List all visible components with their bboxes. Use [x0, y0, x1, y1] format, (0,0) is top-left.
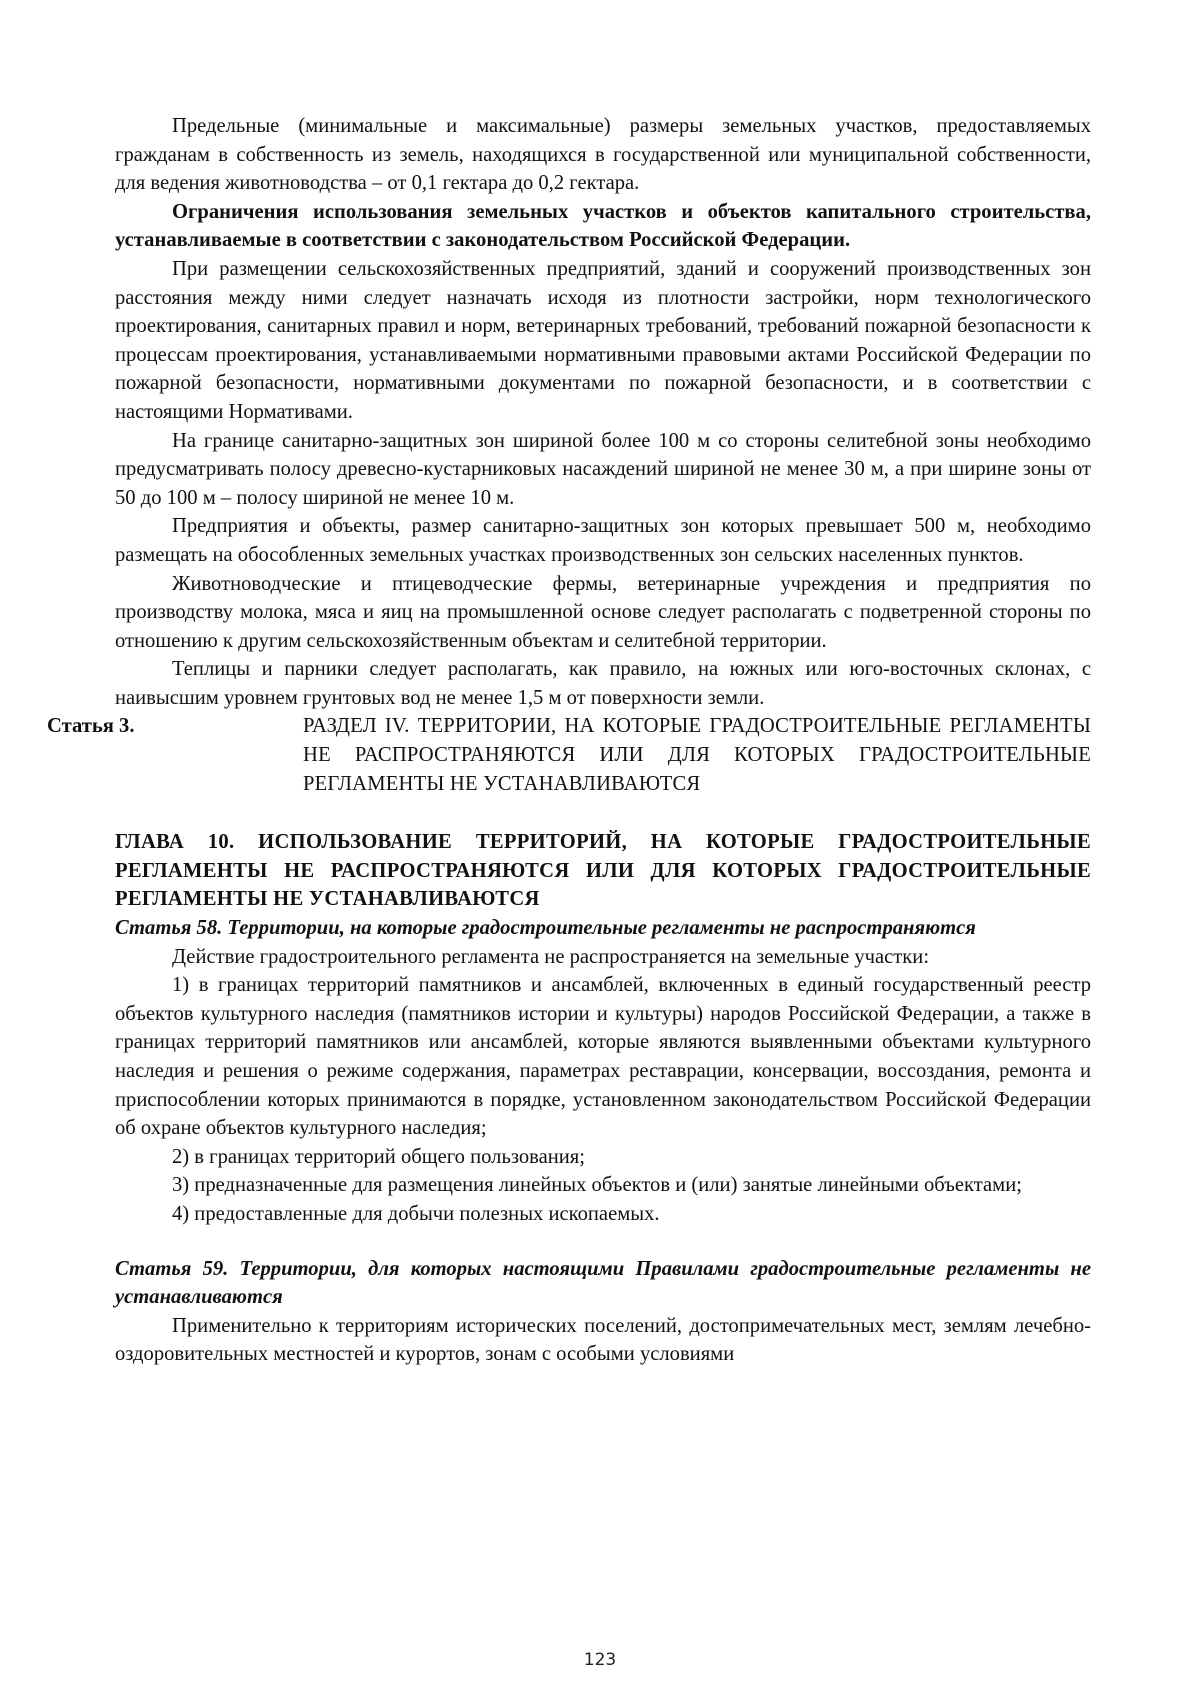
article-3-title: РАЗДЕЛ IV. ТЕРРИТОРИИ, НА КОТОРЫЕ ГРАДОСТРОИТЕЛЬНЫЕ РЕГЛАМЕНТЫ НЕ РАСПРОСТРАНЯЮТСЯ ИЛИ ДЛЯ КОТОРЫХ ГРАДОСТРОИТЕЛЬНЫЕ РЕГЛАМЕНТЫ НЕ УСТАНАВЛИВАЮТСЯ — [303, 715, 1091, 795]
article-58-intro: Действие градостроительного регламента не распространяется на земельные участки: — [172, 945, 930, 968]
article-58-item-3: 3) предназначенные для размещения линейных объектов и (или) занятые линейными объектами; — [172, 1174, 1022, 1197]
article-3-block — [47, 712, 1091, 798]
article-58-item-4: 4) предоставленные для добычи полезных ископаемых. — [172, 1202, 660, 1225]
article-58-item-1: 1) в границах территорий памятников и ансамблей, включенных в единый государственный реестр объектов культурного наследия (памятников истории и культуры) народов Российской Федерации, а также в границах территорий памятников или ансамблей, которые являются выявленными объектами культурного наследия и решения о режиме содержания, параметрах реставрации, консервации, воссоздания, ремонта и приспособлении которых принимаются в порядке, установленном законодательством Российской Федерации об охране объектов культурного наследия; — [115, 974, 1091, 1140]
chapter-10-title: ГЛАВА 10. ИСПОЛЬЗОВАНИЕ ТЕРРИТОРИЙ, НА КОТОРЫЕ ГРАДОСТРОИТЕЛЬНЫЕ РЕГЛАМЕНТЫ НЕ РАСПРОСТРАНЯЮТСЯ ИЛИ ДЛЯ КОТОРЫХ ГРАДОСТРОИТЕЛЬНЫЕ РЕГЛАМЕНТЫ НЕ УСТАНАВЛИВАЮТСЯ — [115, 831, 1091, 911]
paragraph-livestock-farms: Животноводческие и птицеводческие фермы, ветеринарные учреждения и предприятия по производству молока, мяса и яиц на промышленной основе следует располагать с подветренной стороны по отношению к другим сельскохозяйственным объектам и селитебной территории. — [115, 572, 1091, 652]
paragraph-large-sanitary-zones: Предприятия и объекты, размер санитарно-защитных зон которых превышает 500 м, необходимо размещать на обособленных земельных участках производственных зон сельских населенных пунктов. — [115, 515, 1091, 566]
article-59-title: Статья 59. Территории, для которых настоящими Правилами градостроительные регламенты не устанавливаются — [115, 1257, 1091, 1309]
article-3-label: Статья 3. — [47, 715, 135, 738]
page-number: 123 — [583, 1650, 617, 1670]
document-page — [47, 112, 1091, 1369]
paragraph-greenhouses: Теплицы и парники следует располагать, как правило, на южных или юго-восточных склонах, с наивысшим уровнем грунтовых вод не менее 1,5 м от поверхности земли. — [115, 658, 1091, 709]
paragraph-placement-distances: При размещении сельскохозяйственных предприятий, зданий и сооружений производственных зон расстояния между ними следует назначать исходя из плотности застройки, норм технологического проектирования, санитарных правил и норм, ветеринарных требований, требований пожарной безопасности к процессам проектирования, устанавливаемыми нормативными правовыми актами Российской Федерации по пожарной безопасности, нормативными документами по пожарной безопасности, и в соответствии с настоящими Нормативами. — [115, 257, 1091, 423]
restrictions-heading: Ограничения использования земельных участков и объектов капитального строительства, устанавливаемые в соответствии с законодательством Российской Федерации. — [115, 200, 1091, 252]
article-59-paragraph: Применительно к территориям исторических поселений, достопримечательных мест, землям лечебно-оздоровительных местностей и курортов, зонам с особыми условиями — [115, 1314, 1091, 1366]
paragraph-sanitary-zone-border: На границе санитарно-защитных зон шириной более 100 м со стороны селитебной зоны необходимо предусматривать полосу древесно-кустарниковых насаждений шириной не менее 30 м, а при ширине зоны от 50 до 100 м – полосу шириной не менее 10 м. — [115, 429, 1091, 509]
paragraph-land-plot-sizes: Предельные (минимальные и максимальные) размеры земельных участков, предоставляемых гражданам в собственность из земель, находящихся в государственной или муниципальной собственности, для ведения животноводства – от 0,1 гектара до 0,2 гектара. — [115, 115, 1091, 195]
article-58-title: Статья 58. Территории, на которые градостроительные регламенты не распространяются — [115, 917, 976, 940]
article-58-item-2: 2) в границах территорий общего пользования; — [172, 1145, 585, 1168]
